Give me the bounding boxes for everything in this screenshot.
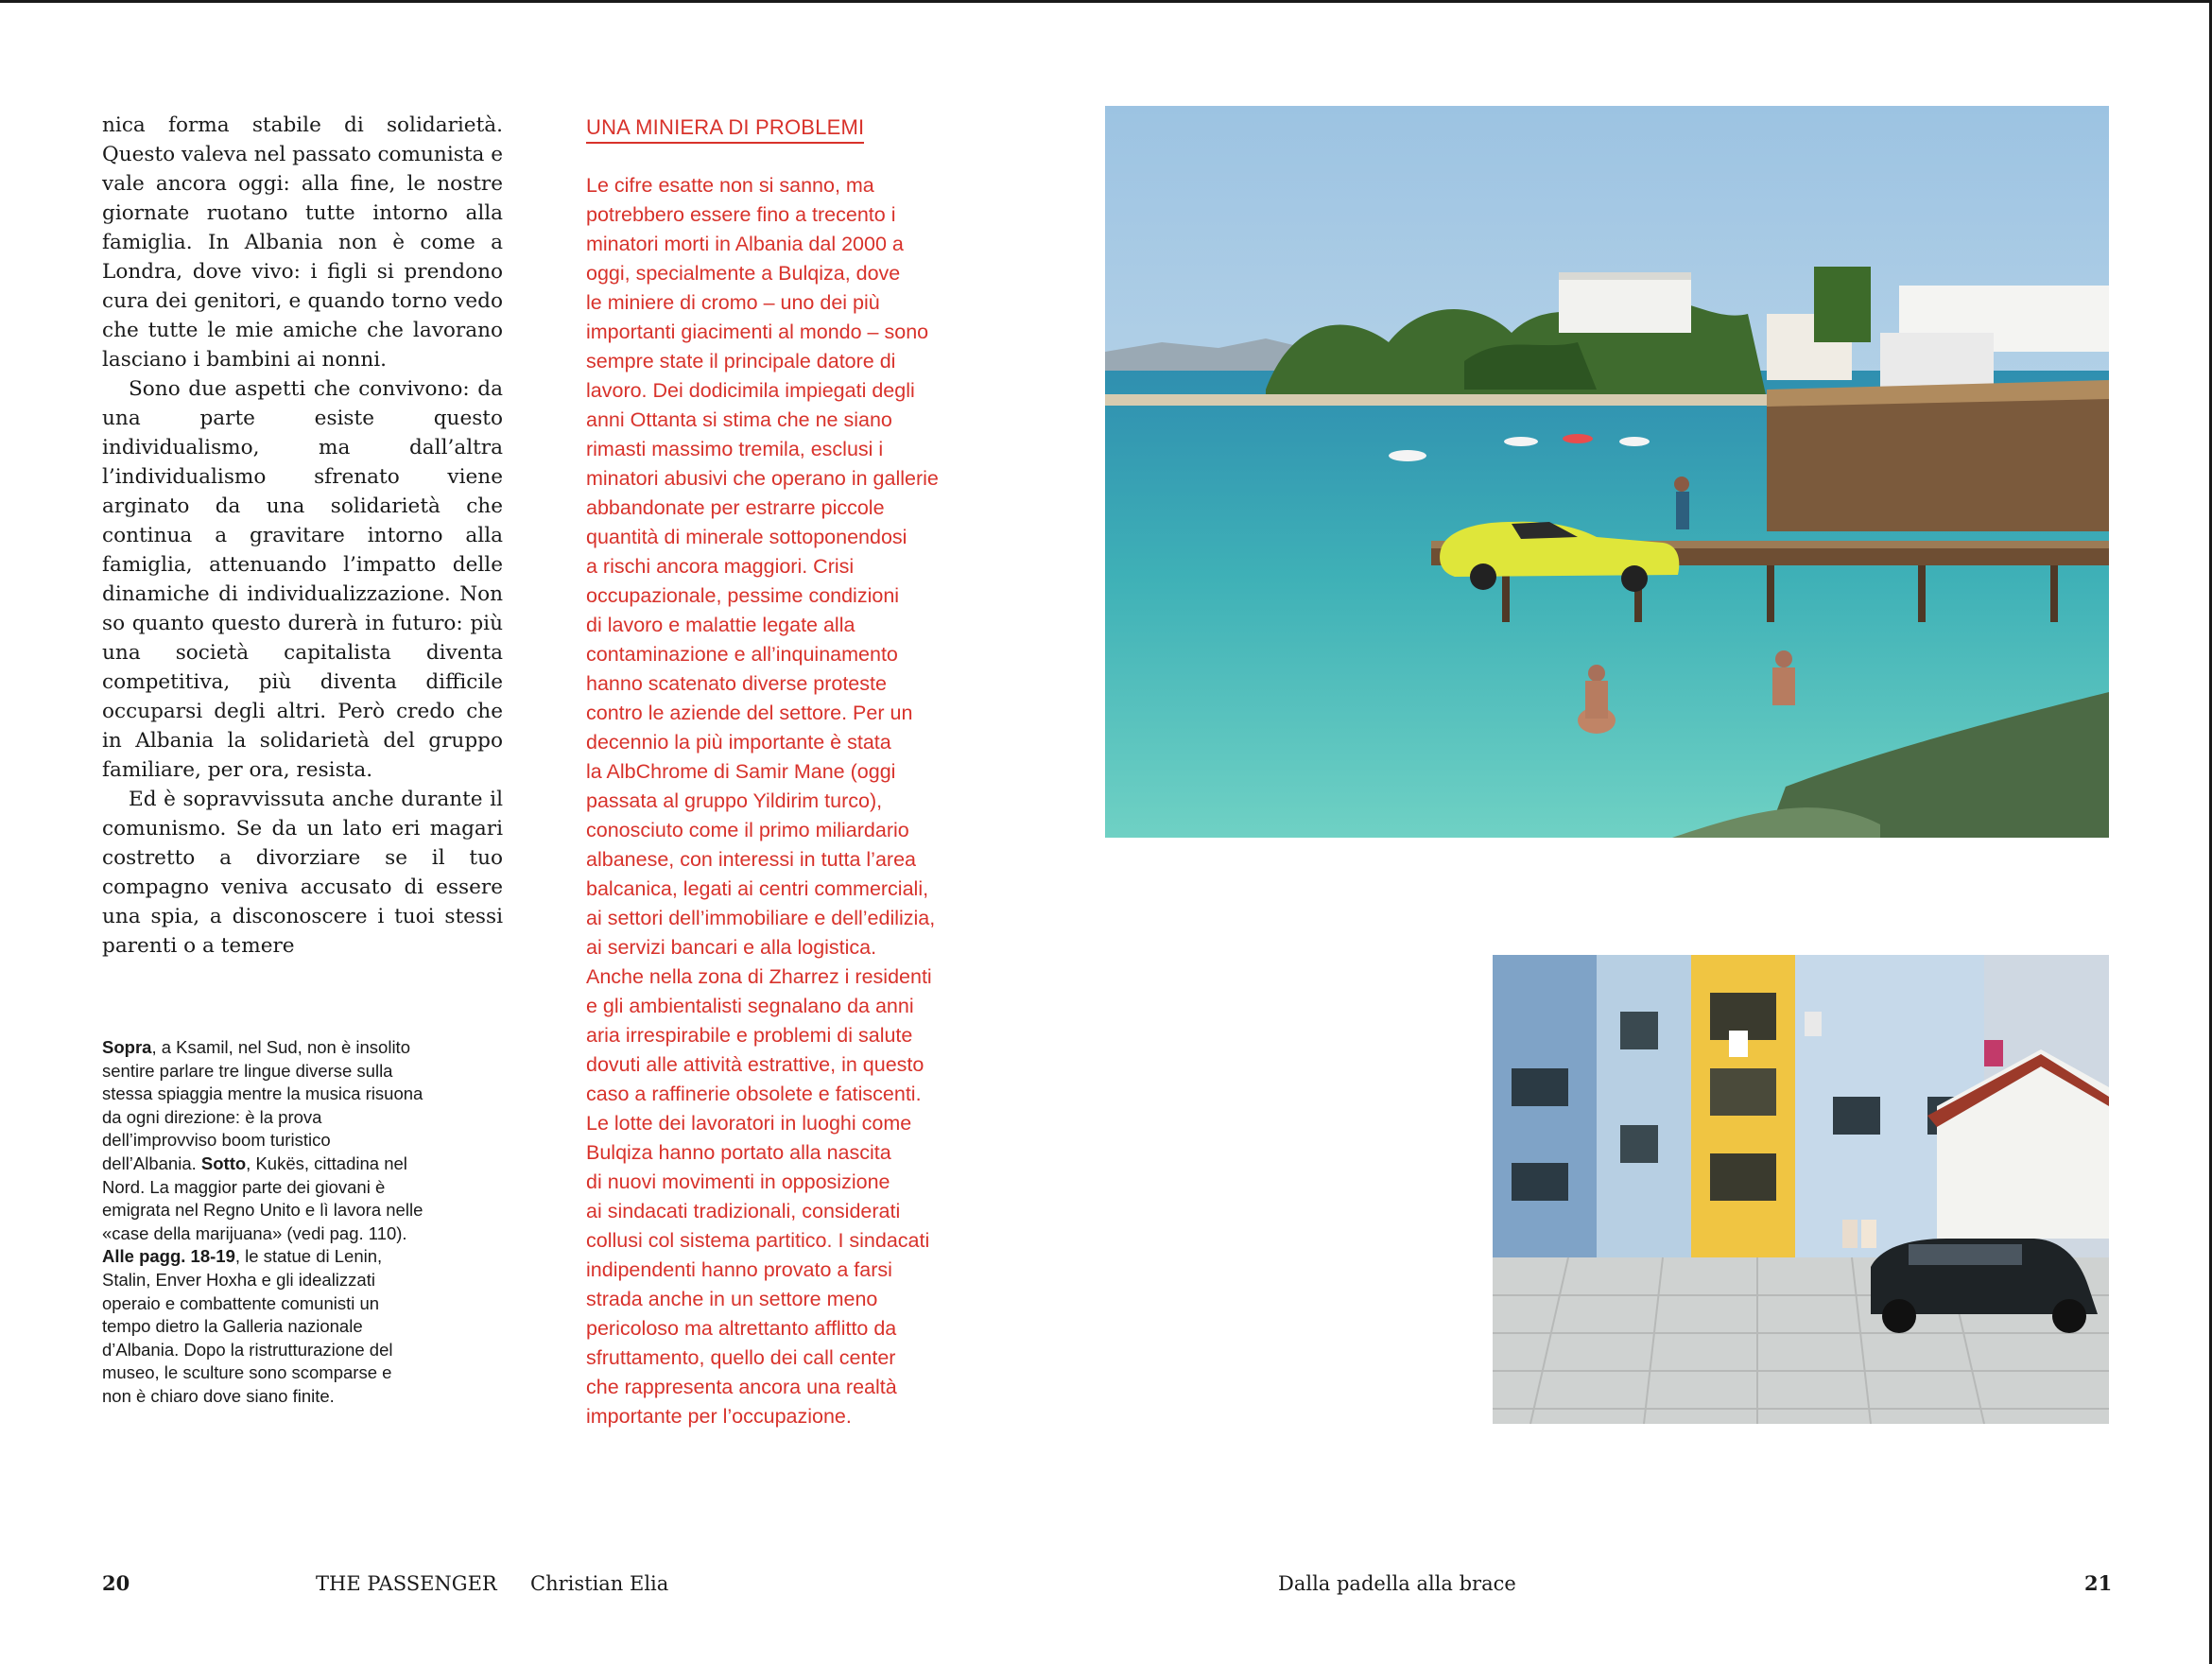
- sidebar-line: pericoloso ma altrettanto afflitto da: [586, 1317, 897, 1340]
- sidebar-line: a rischi ancora maggiori. Crisi: [586, 555, 855, 578]
- magazine-name: THE PASSENGER: [316, 1572, 497, 1595]
- sidebar-line: contro le aziende del settore. Per un: [586, 702, 913, 724]
- sidebar-line: conosciuto come il primo miliardario: [586, 819, 909, 841]
- sidebar-line: Anche nella zona di Zharrez i residenti: [586, 965, 932, 988]
- sidebar-line: strada anche in un settore meno: [586, 1288, 878, 1310]
- sidebar-line: ai settori dell’immobiliare e dell’edilizia,: [586, 907, 936, 929]
- body-paragraph: nica forma stabile di solidarietà. Questo valeva nel passato comunista e vale ancora oggi: alla fine, le nostre giornate ruotano tutte intorno alla famiglia. In Albania non è come a Londra, dove vivo: i figli si prendono cura dei genitori, e quando torno vedo che tutte le mie amiche che lavorano lasciano i bambini ai nonni.: [102, 113, 504, 372]
- sidebar-line: sempre state il principale datore di: [586, 350, 896, 373]
- sidebar-line: oggi, specialmente a Bulqiza, dove: [586, 262, 901, 285]
- caption-bold: Sopra: [102, 1037, 152, 1057]
- sidebar-line: minatori abusivi che operano in gallerie: [586, 467, 939, 490]
- body-paragraph: Sono due aspetti che convivono: da una parte esiste questo individualismo, ma dall’altra l’individualismo sfrenato viene arginato da una solidarietà che continua a gravitare intorno alla famiglia, attenuando l’impatto delle dinamiche di individualizzazione. Non so quanto questo durerà in futuro: più una società capitalista diventa competitiva, più diventa difficile occuparsi degli altri. Però credo che in Albania la solidarietà del gruppo familiare, per ora, resista.: [102, 377, 503, 782]
- courtyard-photo-illustration: [1493, 955, 2109, 1424]
- sidebar-line: albanese, con interessi in tutta l’area: [586, 848, 916, 871]
- sidebar-line: Le lotte dei lavoratori in luoghi come: [586, 1112, 912, 1135]
- sidebar-line: ai servizi bancari e alla logistica.: [586, 936, 877, 959]
- sidebar-heading: UNA MINIERA DI PROBLEMI: [586, 114, 864, 144]
- caption-paragraph: [102, 1245, 423, 1408]
- sidebar-line: caso a raffinerie obsolete e fatiscenti.: [586, 1083, 922, 1105]
- caption-paragraph: [102, 1036, 423, 1245]
- sidebar-line: che rappresenta ancora una realtà: [586, 1376, 897, 1398]
- sidebar-line: lavoro. Dei dodicimila impiegati degli: [586, 379, 915, 402]
- caption-bold: Sotto: [200, 1153, 247, 1173]
- sidebar-line: Bulqiza hanno portato alla nascita: [586, 1141, 891, 1164]
- caption-bold: Alle pagg. 18-19: [102, 1246, 235, 1267]
- article-title: Dalla padella alla brace: [1278, 1572, 1516, 1595]
- sidebar-line: importante per l’occupazione.: [586, 1405, 852, 1428]
- sidebar-line: di lavoro e malattie legate alla: [586, 614, 855, 636]
- caption-text: , Kukës, cittadina nel Nord. La maggior parte dei giovani è emigrata nel Regno Unito e lì lavora nelle «case della marijuana» (vedi pag. 110).: [102, 1153, 423, 1243]
- sidebar-line: indipendenti hanno provato a farsi: [586, 1258, 892, 1281]
- page-number-right: 21: [2084, 1571, 2113, 1595]
- sidebar-line: collusi col sistema partitico. I sindacati: [586, 1229, 930, 1252]
- photo-caption: [102, 1036, 423, 1409]
- beach-photo: [1105, 106, 2109, 838]
- caption-text: , le statue di Lenin, Stalin, Enver Hoxha e gli idealizzati operaio e combattente comunisti un tempo dietro la Galleria nazionale d’Albania. Dopo la ristrutturazione del museo, le sculture sono scomparse e non è chiaro dove siano finite.: [102, 1246, 393, 1406]
- page-number-left: 20: [102, 1571, 130, 1595]
- sidebar-line: e gli ambientalisti segnalano da anni: [586, 995, 914, 1017]
- sidebar-line: importanti giacimenti al mondo – sono: [586, 321, 929, 343]
- sidebar-line: dovuti alle attività estrattive, in questo: [586, 1053, 925, 1076]
- sidebar-line: contaminazione e all’inquinamento: [586, 643, 898, 666]
- sidebar-line: rimasti massimo tremila, esclusi i: [586, 438, 884, 460]
- sidebar-line: di nuovi movimenti in opposizione: [586, 1170, 890, 1193]
- sidebar-line: sfruttamento, quello dei call center: [586, 1346, 896, 1369]
- caption-text: , a Ksamil, nel Sud, non è insolito sentire parlare tre lingue diverse sulla stessa spiaggia mentre la musica risuona da ogni direzione: è la prova dell’improvviso boom turistico dell’Albania.: [102, 1037, 423, 1173]
- sidebar-line: aria irrespirabile e problemi di salute: [586, 1024, 913, 1047]
- sidebar-line: Le cifre esatte non si sanno, ma: [586, 174, 874, 197]
- sidebar-line: balcanica, legati ai centri commerciali,: [586, 877, 929, 900]
- body-paragraph: Ed è sopravvissuta anche durante il comunismo. Se da un lato eri magari costretto a divorziare se il tuo compagno veniva accusato di essere una spia, a disconoscere i tuoi stessi parenti o a temere: [102, 788, 503, 958]
- sidebar-line: occupazionale, pessime condizioni: [586, 584, 900, 607]
- top-rule: [0, 0, 2212, 3]
- sidebar-line: potrebbero essere fino a trecento i: [586, 203, 896, 226]
- beach-photo-illustration: [1105, 106, 2109, 838]
- sidebar-line: anni Ottanta si stima che ne siano: [586, 408, 892, 431]
- sidebar-line: le miniere di cromo – uno dei più: [586, 291, 880, 314]
- courtyard-photo: [1493, 955, 2109, 1424]
- sidebar-line: quantità di minerale sottoponendosi: [586, 526, 907, 548]
- sidebar-line: hanno scatenato diverse proteste: [586, 672, 887, 695]
- sidebar-line: la AlbChrome di Samir Mane (oggi: [586, 760, 896, 783]
- sidebar-line: decennio la più importante è stata: [586, 731, 891, 754]
- sidebar-line: abbandonate per estrarre piccole: [586, 496, 885, 519]
- body-text-column: [102, 111, 503, 961]
- sidebar-line: minatori morti in Albania dal 2000 a: [586, 233, 904, 255]
- sidebar-body: [586, 171, 945, 1431]
- sidebar-line: ai sindacati tradizionali, considerati: [586, 1200, 901, 1222]
- author-name: Christian Elia: [530, 1572, 669, 1595]
- sidebar-line: passata al gruppo Yildirim turco),: [586, 789, 883, 812]
